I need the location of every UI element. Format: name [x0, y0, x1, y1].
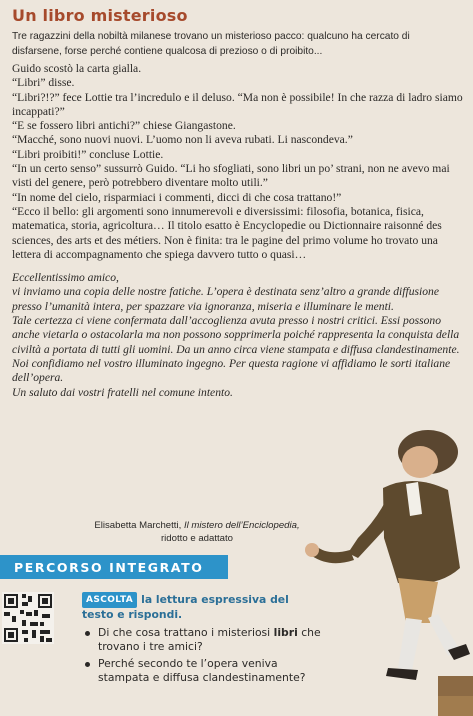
credit-note: ridotto e adattato — [160, 533, 233, 544]
story-line: “Libri” disse. — [12, 76, 75, 90]
page-title: Un libro misterioso — [12, 6, 188, 25]
story-line: “Libri?!?” fece Lottie tra l’incredulo e il deluso. “Ma non è possibile! In che razza di ladro siamo incappati?” — [12, 90, 463, 118]
exercise-heading — [82, 592, 322, 622]
letter-line: Eccellentissimo amico, — [12, 271, 119, 285]
question-item: Perché secondo te l’opera veniva stampata e diffusa clandestinamente? — [82, 657, 322, 685]
letter-line: Un saluto dai vostri fratelli nel comune intento. — [12, 385, 233, 399]
question-text: Di che cosa trattano i misteriosi — [98, 626, 274, 639]
exercise-box — [82, 592, 322, 688]
story-line: “Libri proibiti!” concluse Lottie. — [12, 147, 164, 161]
question-text: che trovano i tre amici? — [98, 626, 321, 653]
source-credit — [72, 519, 322, 545]
question-list — [82, 626, 322, 685]
question-item — [82, 626, 322, 654]
story-line: Guido scostò la carta gialla. — [12, 62, 142, 75]
story-line: “Ecco il bello: gli argomenti sono innumerevoli e diversissimi: filosofia, botanica, fisica, matematica, storia, agricoltura… Il titolo esatto è Encyclopedie ou Dictionnaire raisonné des sciences, des arts et des métiers. Non è finita: tra le pagine del primo volume ho trovato una lettera di accompagnamento che spiega davvero tutto o quasi… — [12, 204, 442, 261]
exercise-instruction: la lettura espressiva del testo e rispondi. — [82, 593, 289, 621]
letter-line: Tale certezza ci viene confermata dall’accoglienza avuta presso i nostri critici. Essi possono anche vietarla o ostacolarla ma non possono sopprimerla poiché rappresenta la conquista della civiltà a portata di tutti gli uomini. Da un anno circa viene stampata e diffusa clandestinamente. Noi confidiamo nel vostro illuminato ingegno. Per questa ragione vi affidiamo le sorti italiane dell’opera. — [12, 314, 460, 385]
running-man-illustration — [288, 418, 473, 716]
credit-work: Il mistero dell’Enciclopedia, — [183, 520, 300, 531]
intro-text: Tre ragazzini della nobiltà milanese trovano un misterioso pacco: qualcuno ha cercato di disfarsene, forse perché contiene qualcosa di prezioso o di proibito... — [12, 31, 410, 57]
question-keyword: libri — [273, 626, 298, 639]
qr-code-icon[interactable] — [2, 592, 54, 644]
story-body — [12, 62, 464, 400]
letter-line: vi inviamo una copia delle nostre fatiche. L’opera è destinata senz’altro a grande diffusione presso l’umanità intera, per spazzare via ignoranza, miseria e illuminare le menti. — [12, 285, 439, 313]
story-line: “In nome del cielo, risparmiaci i commenti, dicci di che cosa trattano!” — [12, 190, 342, 204]
story-line: “Macché, sono nuovi nuovi. L’uomo non li aveva rubati. Li nascondeva.” — [12, 133, 353, 147]
credit-author: Elisabetta Marchetti, — [94, 520, 182, 531]
story-line: “E se fossero libri antichi?” chiese Giangastone. — [12, 119, 236, 133]
listen-badge[interactable]: ASCOLTA — [82, 592, 137, 608]
section-banner: PERCORSO INTEGRATO — [0, 555, 228, 579]
letter-text — [12, 271, 464, 400]
story-line: “In un certo senso” sussurrò Guido. “Li ho sfogliati, sono libri un po’ strani, non ne avevo mai visti del genere, però potrebbero diventare molto utili.” — [12, 162, 450, 190]
